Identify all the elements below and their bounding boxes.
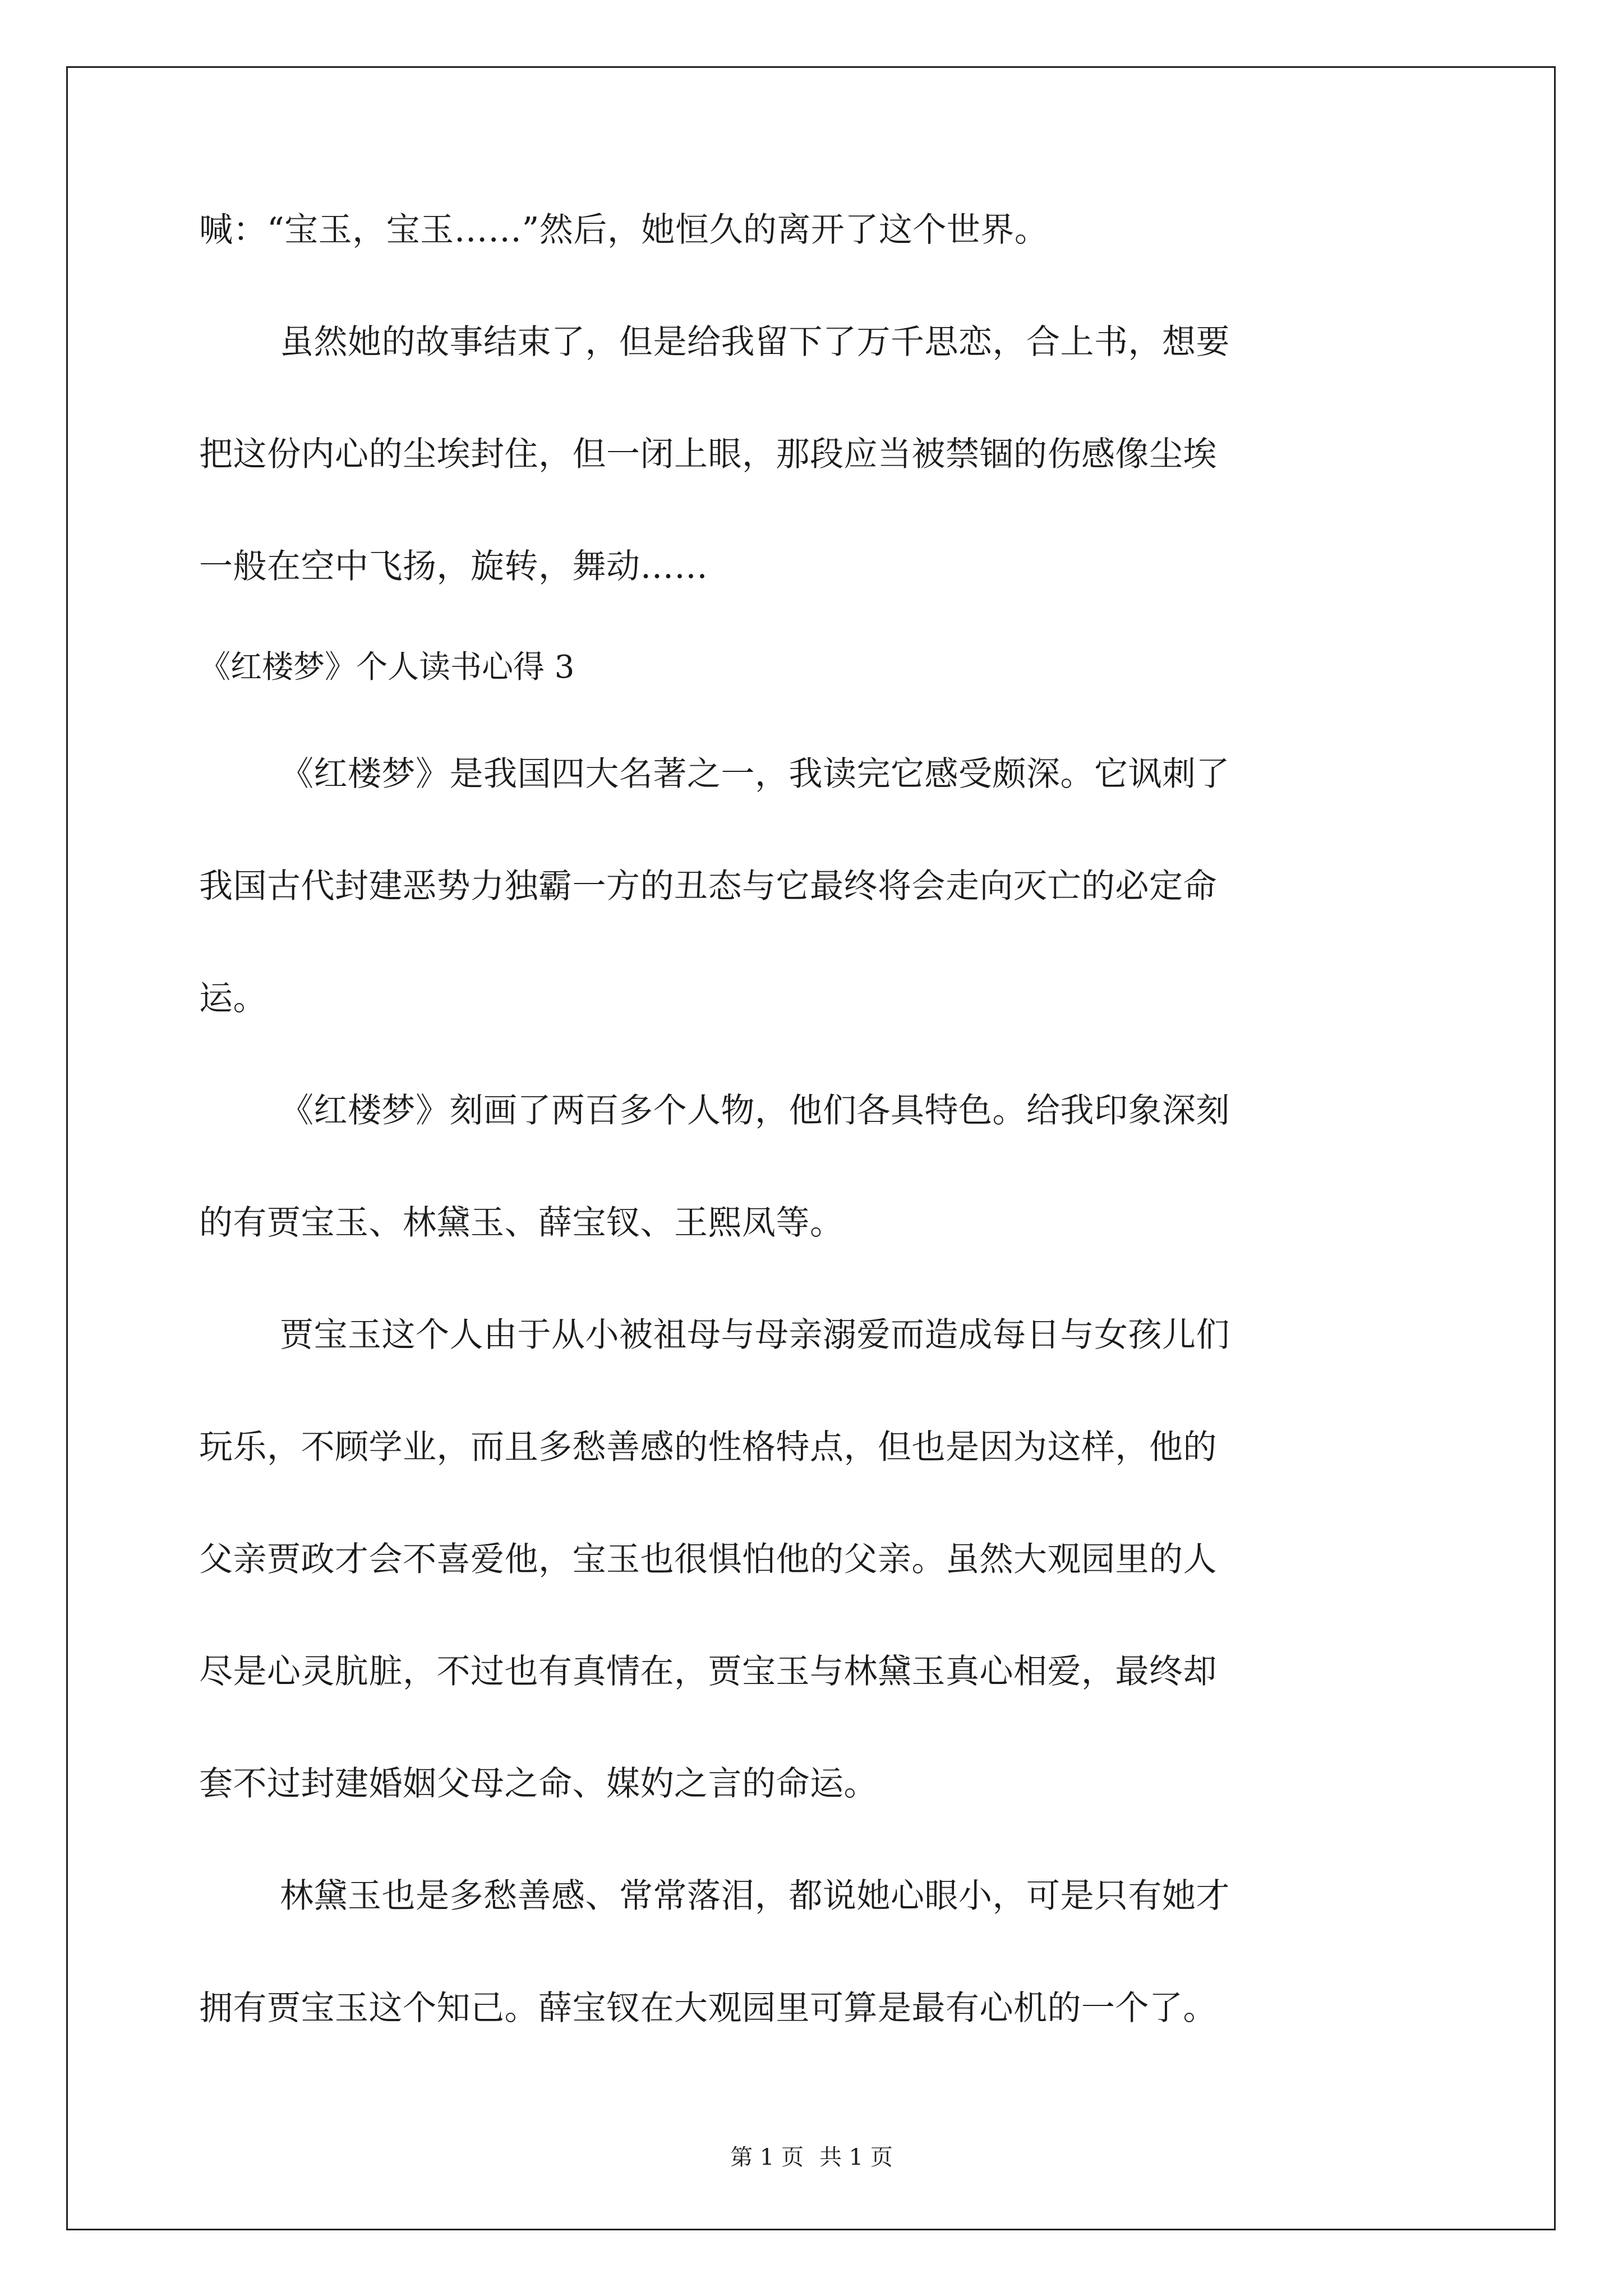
paragraph-line: 虽然她的故事结束了，但是给我留下了万千思恋，合上书，想要 [280, 323, 1230, 362]
page-number: 第 1 页 [730, 2145, 804, 2170]
text-line: 运。 [199, 979, 267, 1018]
paragraph-line: 《红楼梦》是我国四大名著之一，我读完它感受颇深。它讽刺了 [280, 754, 1230, 794]
text-line: 套不过封建婚姻父母之命、媒妁之言的命运。 [199, 1764, 878, 1803]
text-line: 喊：“宝玉，宝玉……”然后，她恒久的离开了这个世界。 [199, 210, 1049, 250]
text-line: 把这份内心的尘埃封住，但一闭上眼，那段应当被禁锢的伤感像尘埃 [199, 435, 1217, 474]
paragraph-line: 贾宝玉这个人由于从小被祖母与母亲溺爱而造成每日与女孩儿们 [280, 1315, 1230, 1355]
text-line: 父亲贾政才会不喜爱他，宝玉也很惧怕他的父亲。虽然大观园里的人 [199, 1540, 1217, 1579]
text-line: 一般在空中飞扬，旋转，舞动…… [199, 547, 708, 586]
paragraph-line: 《红楼梦》刻画了两百多个人物，他们各具特色。给我印象深刻 [280, 1091, 1230, 1130]
text-line: 尽是心灵肮脏，不过也有真情在，贾宝玉与林黛玉真心相爱，最终却 [199, 1652, 1217, 1691]
text-line: 拥有贾宝玉这个知己。薛宝钗在大观园里可算是最有心机的一个了。 [199, 1989, 1217, 2028]
total-pages: 共 1 页 [819, 2145, 893, 2170]
page-footer [0, 2143, 1623, 2172]
section-heading: 《红楼梦》个人读书心得 3 [199, 649, 575, 685]
text-line: 我国古代封建恶势力独霸一方的丑态与它最终将会走向灭亡的必定命 [199, 867, 1217, 906]
paragraph-line: 林黛玉也是多愁善感、常常落泪，都说她心眼小，可是只有她才 [280, 1876, 1230, 1916]
text-line: 的有贾宝玉、林黛玉、薛宝钗、王熙凤等。 [199, 1203, 844, 1243]
text-line: 玩乐，不顾学业，而且多愁善感的性格特点，但也是因为这样，他的 [199, 1428, 1217, 1467]
